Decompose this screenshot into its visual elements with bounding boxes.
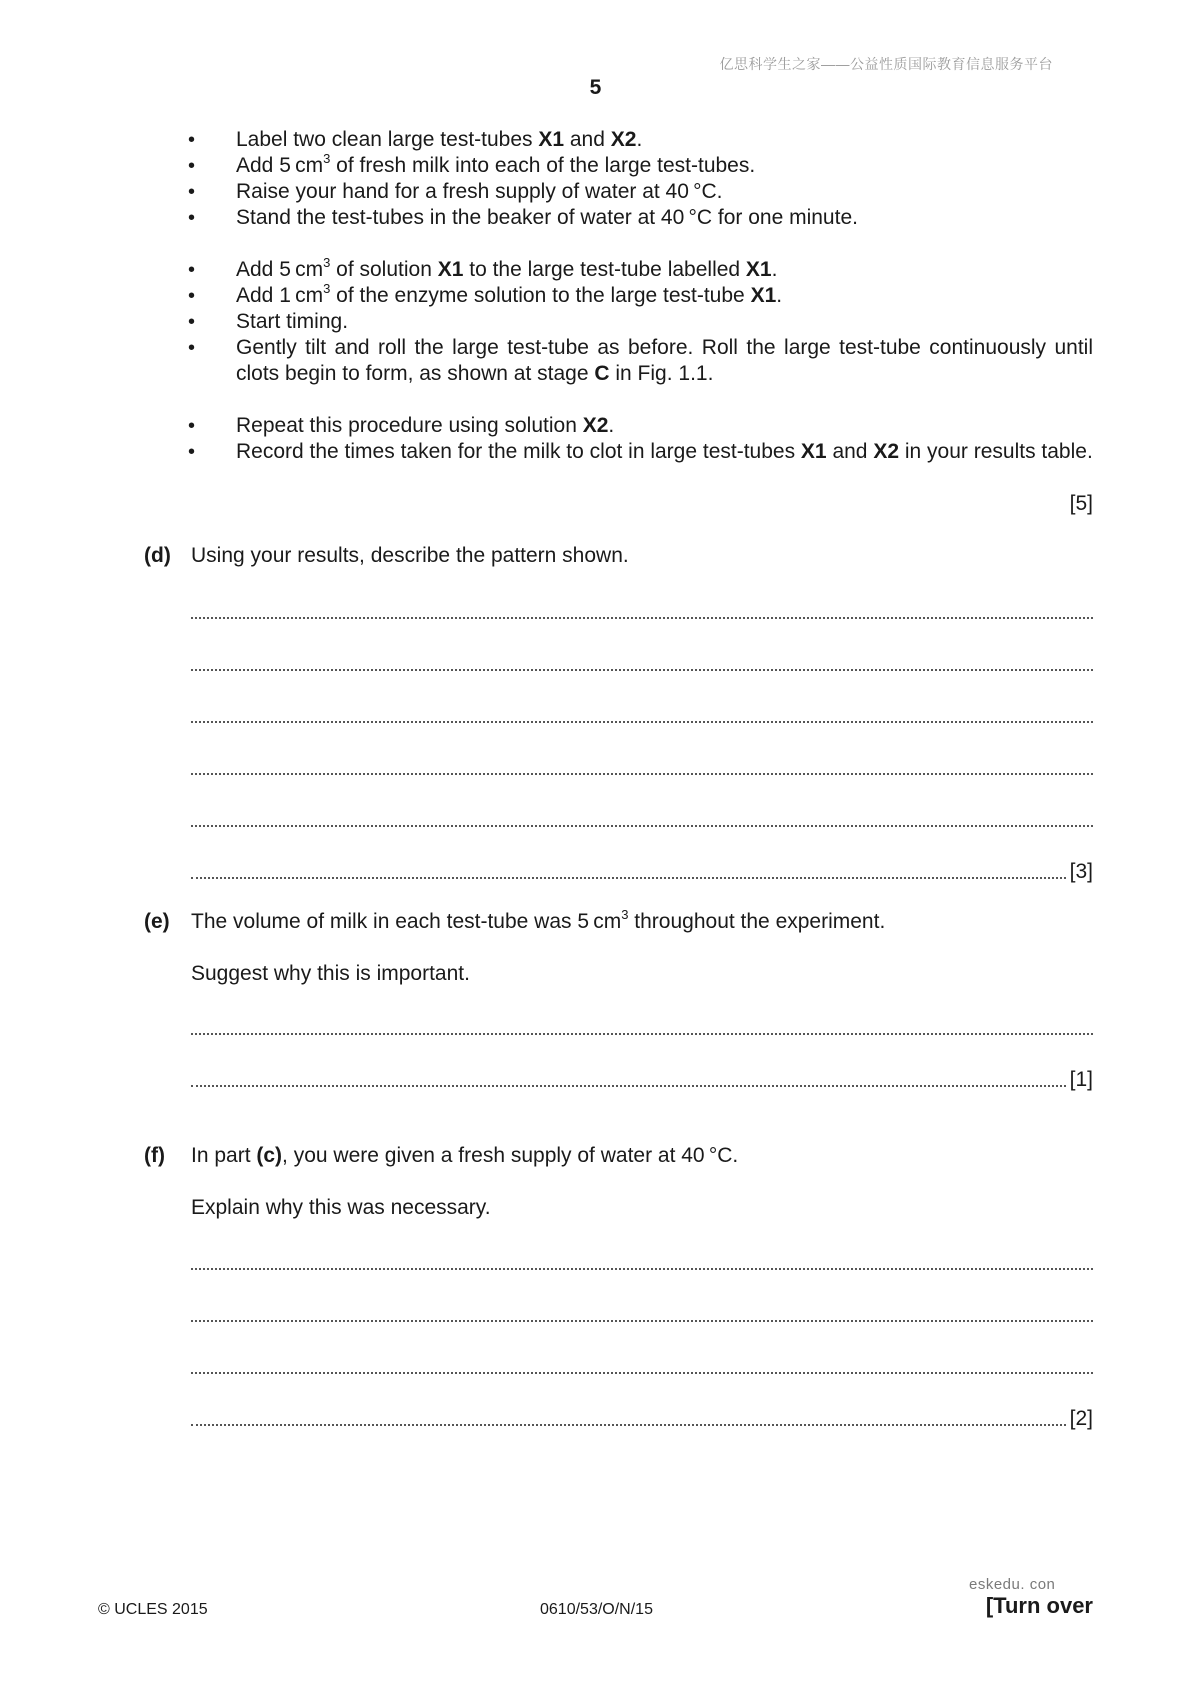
watermark: 亿思科学生之家——公益性质国际教育信息服务平台	[719, 56, 1053, 72]
bullet-icon: •	[188, 259, 196, 281]
bullet-icon: •	[188, 311, 196, 333]
answer-line[interactable]	[191, 1404, 1066, 1426]
question-f-text: In part (c), you were given a fresh supply of water at 40 °C.	[191, 1144, 739, 1167]
question-e-marks: [1]	[1069, 1068, 1093, 1091]
question-f-label: (f)	[144, 1144, 165, 1167]
answer-line[interactable]	[191, 597, 1093, 619]
procedure-list-2	[188, 257, 1093, 387]
answer-line[interactable]	[191, 857, 1066, 879]
bullet-icon: •	[188, 129, 196, 151]
answer-line[interactable]	[191, 649, 1093, 671]
answer-line[interactable]	[191, 805, 1093, 827]
list-item: • Add 1 $cm^3$ of the enzyme solution to the large test-tube X1.	[188, 281, 783, 307]
turn-over-label: [Turn over	[985, 1593, 1093, 1618]
bullet-icon: •	[188, 337, 196, 359]
list-item: • Raise your hand for a fresh supply of water at 40 °C.	[188, 180, 723, 203]
list-item: • Repeat this procedure using solution X2.	[188, 414, 615, 437]
bullet-icon: •	[188, 155, 196, 177]
list-item: • Label two clean large test-tubes X1 and X2.	[188, 128, 643, 151]
question-d-marks: [3]	[1069, 860, 1093, 883]
list-item: • Add 5 $cm^3$ of fresh milk into each of the large test-tubes.	[188, 151, 756, 177]
list-item: • Stand the test-tubes in the beaker of water at 40 °C for one minute.	[188, 206, 858, 229]
answer-line[interactable]	[191, 753, 1093, 775]
answer-line[interactable]	[191, 1013, 1093, 1035]
question-f-marks: [2]	[1069, 1407, 1093, 1430]
procedure-list-1	[188, 127, 1093, 231]
procedure-list-3	[188, 413, 1093, 465]
question-d-text: Using your results, describe the pattern shown.	[191, 544, 629, 567]
answer-line[interactable]	[191, 1352, 1093, 1374]
question-e-label: (e)	[144, 910, 170, 933]
question-e-prompt: Suggest why this is important.	[191, 962, 470, 985]
page-number: 5	[589, 76, 602, 99]
footer-paper-code: 0610/53/O/N/15	[540, 1601, 653, 1618]
list-item: • Gently tilt and roll the large test-tube as before. Roll the large test-tube continuously until clots begin to form, as shown at stage C in Fig. 1.1.	[188, 336, 1093, 385]
bullet-icon: •	[188, 441, 196, 463]
bullet-icon: •	[188, 285, 196, 307]
answer-line[interactable]	[191, 1248, 1093, 1270]
answer-line[interactable]	[191, 1300, 1093, 1322]
bullet-icon: •	[188, 181, 196, 203]
list-item: • Start timing.	[188, 310, 349, 333]
answer-line[interactable]	[191, 1065, 1066, 1087]
bullet-icon: •	[188, 415, 196, 437]
list-item: • Add 5 $cm^3$ of solution X1 to the large test-tube labelled X1.	[188, 255, 778, 281]
answer-line[interactable]	[191, 701, 1093, 723]
bullet-icon: •	[188, 207, 196, 229]
question-f-prompt: Explain why this was necessary.	[191, 1196, 491, 1219]
footer-site: eskedu. con	[969, 1576, 1056, 1593]
question-e-text: The volume of milk in each test-tube was 5 $cm^3$ throughout the experiment.	[191, 907, 886, 933]
list-item: • Record the times taken for the milk to clot in large test-tubes X1 and X2 in your results table.	[188, 440, 1093, 463]
procedure-marks: [5]	[1069, 492, 1093, 515]
footer-copyright: © UCLES 2015	[98, 1601, 208, 1618]
question-d-label: (d)	[144, 544, 171, 567]
